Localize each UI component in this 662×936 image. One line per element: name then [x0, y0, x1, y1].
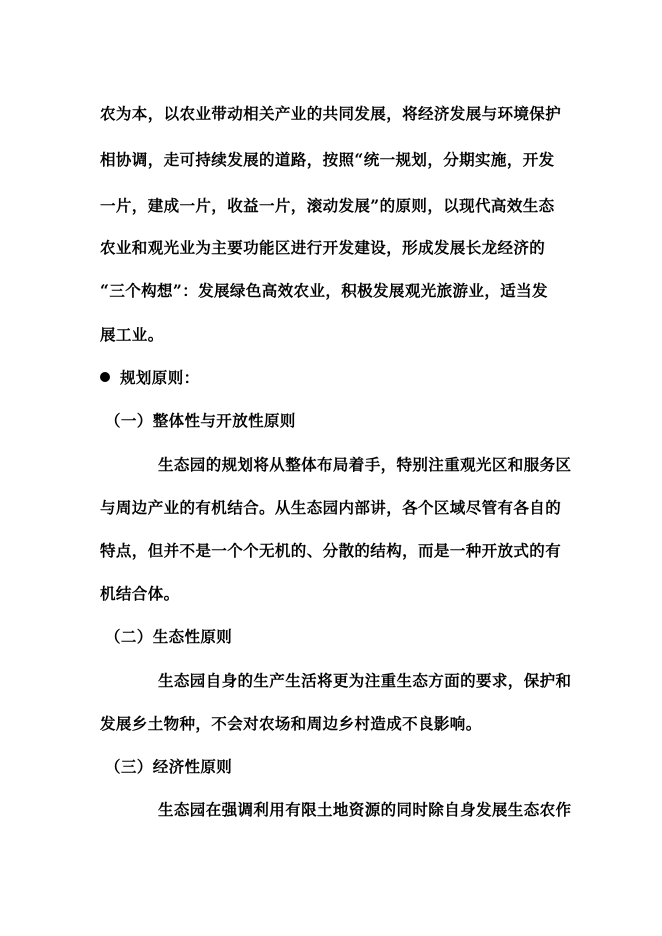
intro-line-2: 相协调，走可持续发展的道路，按照“统一规划，分期实施，开发 [100, 150, 555, 169]
intro-line-6: 展工业。 [100, 325, 164, 344]
section-heading-3: （三）经济性原则 [105, 757, 233, 776]
intro-line-4: 农业和观光业为主要功能区进行开发建设，形成发展长龙经济的 [100, 238, 546, 257]
section-heading-1: （一）整体性与开放性原则 [105, 411, 296, 430]
section-heading-2: （二）生态性原则 [105, 627, 233, 646]
bullet-item-planning-principles [100, 368, 200, 388]
bullet-label: 规划原则： [120, 368, 200, 387]
intro-line-3: 一片，建成一片，收益一片，滚动发展”的原则，以现代高效生态 [100, 196, 555, 215]
section-1-line-3: 特点，但并不是一个个无机的、分散的结构，而是一种开放式的有 [100, 541, 562, 560]
section-2-line-1: 生态园自身的生产生活将更为注重生态方面的要求，保护和 [158, 671, 572, 690]
section-1-line-2: 与周边产业的有机结合。从生态园内部讲，各个区域尽管有各自的 [100, 498, 562, 517]
bullet-icon [100, 372, 110, 382]
intro-line-5: “三个构想”：发展绿色高效农业，积极发展观光旅游业，适当发 [100, 281, 548, 300]
intro-line-1: 农为本，以农业带动相关产业的共同发展，将经济发展与环境保护 [100, 104, 562, 123]
section-3-line-1: 生态园在强调利用有限土地资源的同时除自身发展生态农作 [158, 800, 572, 819]
section-2-line-2: 发展乡土物种，不会对农场和周边乡村造成不良影响。 [100, 714, 482, 733]
section-1-line-4: 机结合体。 [100, 584, 180, 603]
section-1-line-1: 生态园的规划将从整体布局着手，特别注重观光区和服务区 [158, 455, 572, 474]
